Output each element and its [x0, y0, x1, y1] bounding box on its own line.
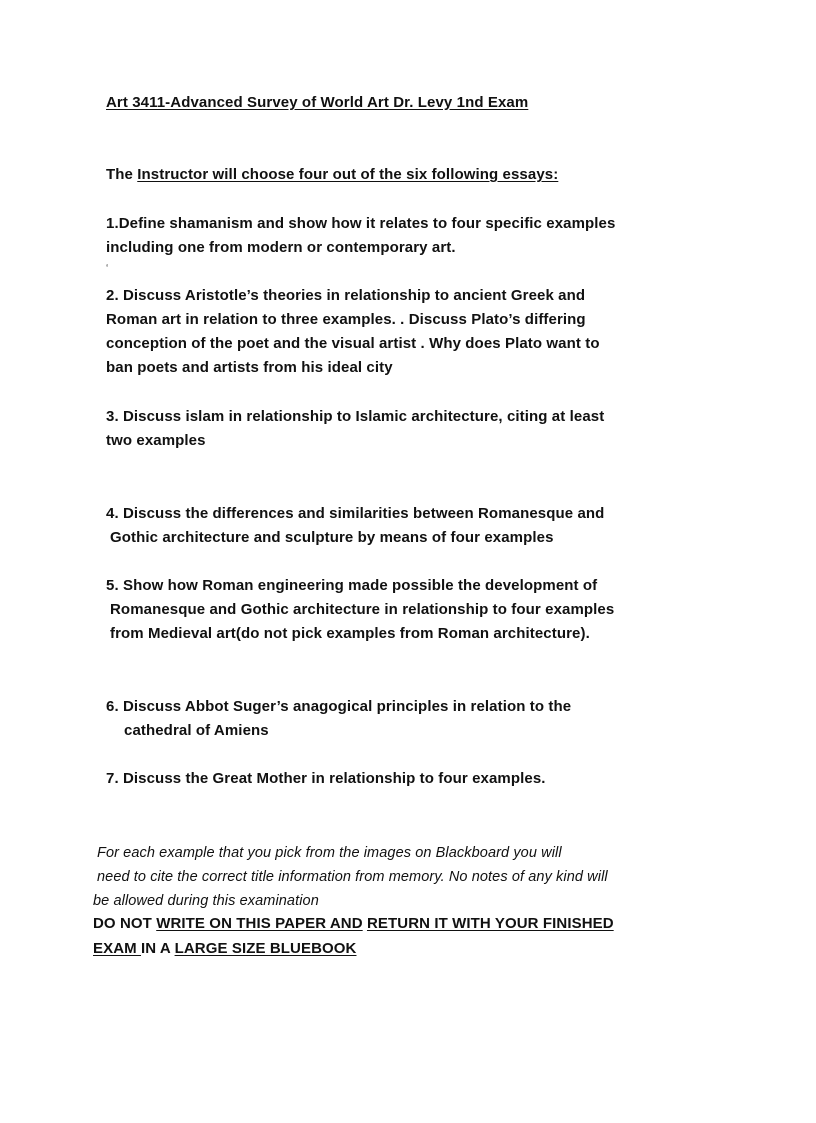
warning-2-part-3: LARGE SIZE BLUEBOOK: [174, 940, 357, 957]
note-line-3: be allowed during this examination: [93, 893, 319, 909]
question-1-line-2: including one from modern or contemporary art.: [106, 239, 456, 256]
question-5-line-2: Romanesque and Gothic architecture in relationship to four examples: [110, 601, 615, 618]
warning-2-part-1: EXAM: [93, 940, 142, 957]
warning-2-part-2: IN A: [141, 940, 175, 957]
question-4-line-1: 4. Discuss the differences and similarities between Romanesque and: [106, 505, 605, 522]
note-line-1: For each example that you pick from the images on Blackboard you will: [97, 845, 562, 861]
stray-mark: ‘: [106, 263, 109, 274]
warning-line-1: [93, 915, 614, 933]
question-5-line-3: from Medieval art(do not pick examples from Roman architecture).: [110, 625, 590, 642]
question-3-line-2: two examples: [106, 432, 206, 449]
intro-lead: The: [106, 166, 138, 183]
question-2-line-4: ban poets and artists from his ideal city: [106, 359, 393, 376]
question-5-line-1: 5. Show how Roman engineering made possible the development of: [106, 577, 598, 594]
question-2-line-2: Roman art in relation to three examples. . Discuss Plato’s differing: [106, 311, 586, 328]
warning-1-part-4: RETURN IT WITH YOUR FINISHED: [366, 915, 614, 932]
question-6-line-2: cathedral of Amiens: [124, 722, 269, 739]
intro-underlined: Instructor will choose four out of the six following essays:: [137, 166, 559, 183]
instructions-intro: [106, 166, 558, 184]
warning-1-part-2: WRITE ON THIS PAPER AND: [156, 915, 363, 932]
question-3-line-1: 3. Discuss islam in relationship to Islamic architecture, citing at least: [106, 408, 605, 425]
question-2-line-3: conception of the poet and the visual artist . Why does Plato want to: [106, 335, 600, 352]
question-7-line-1: 7. Discuss the Great Mother in relationship to four examples.: [106, 770, 546, 787]
question-2-line-1: 2. Discuss Aristotle’s theories in relationship to ancient Greek and: [106, 287, 586, 304]
question-1-line-1: 1.Define shamanism and show how it relates to four specific examples: [106, 215, 616, 232]
exam-title: Art 3411-Advanced Survey of World Art Dr. Levy 1nd Exam: [106, 94, 529, 111]
warning-1-part-1: DO NOT: [93, 915, 157, 932]
question-4-line-2: Gothic architecture and sculpture by means of four examples: [110, 529, 554, 546]
note-line-2: need to cite the correct title information from memory. No notes of any kind will: [97, 869, 608, 885]
question-6-line-1: 6. Discuss Abbot Suger’s anagogical principles in relation to the: [106, 698, 572, 715]
warning-line-2: [93, 940, 357, 958]
